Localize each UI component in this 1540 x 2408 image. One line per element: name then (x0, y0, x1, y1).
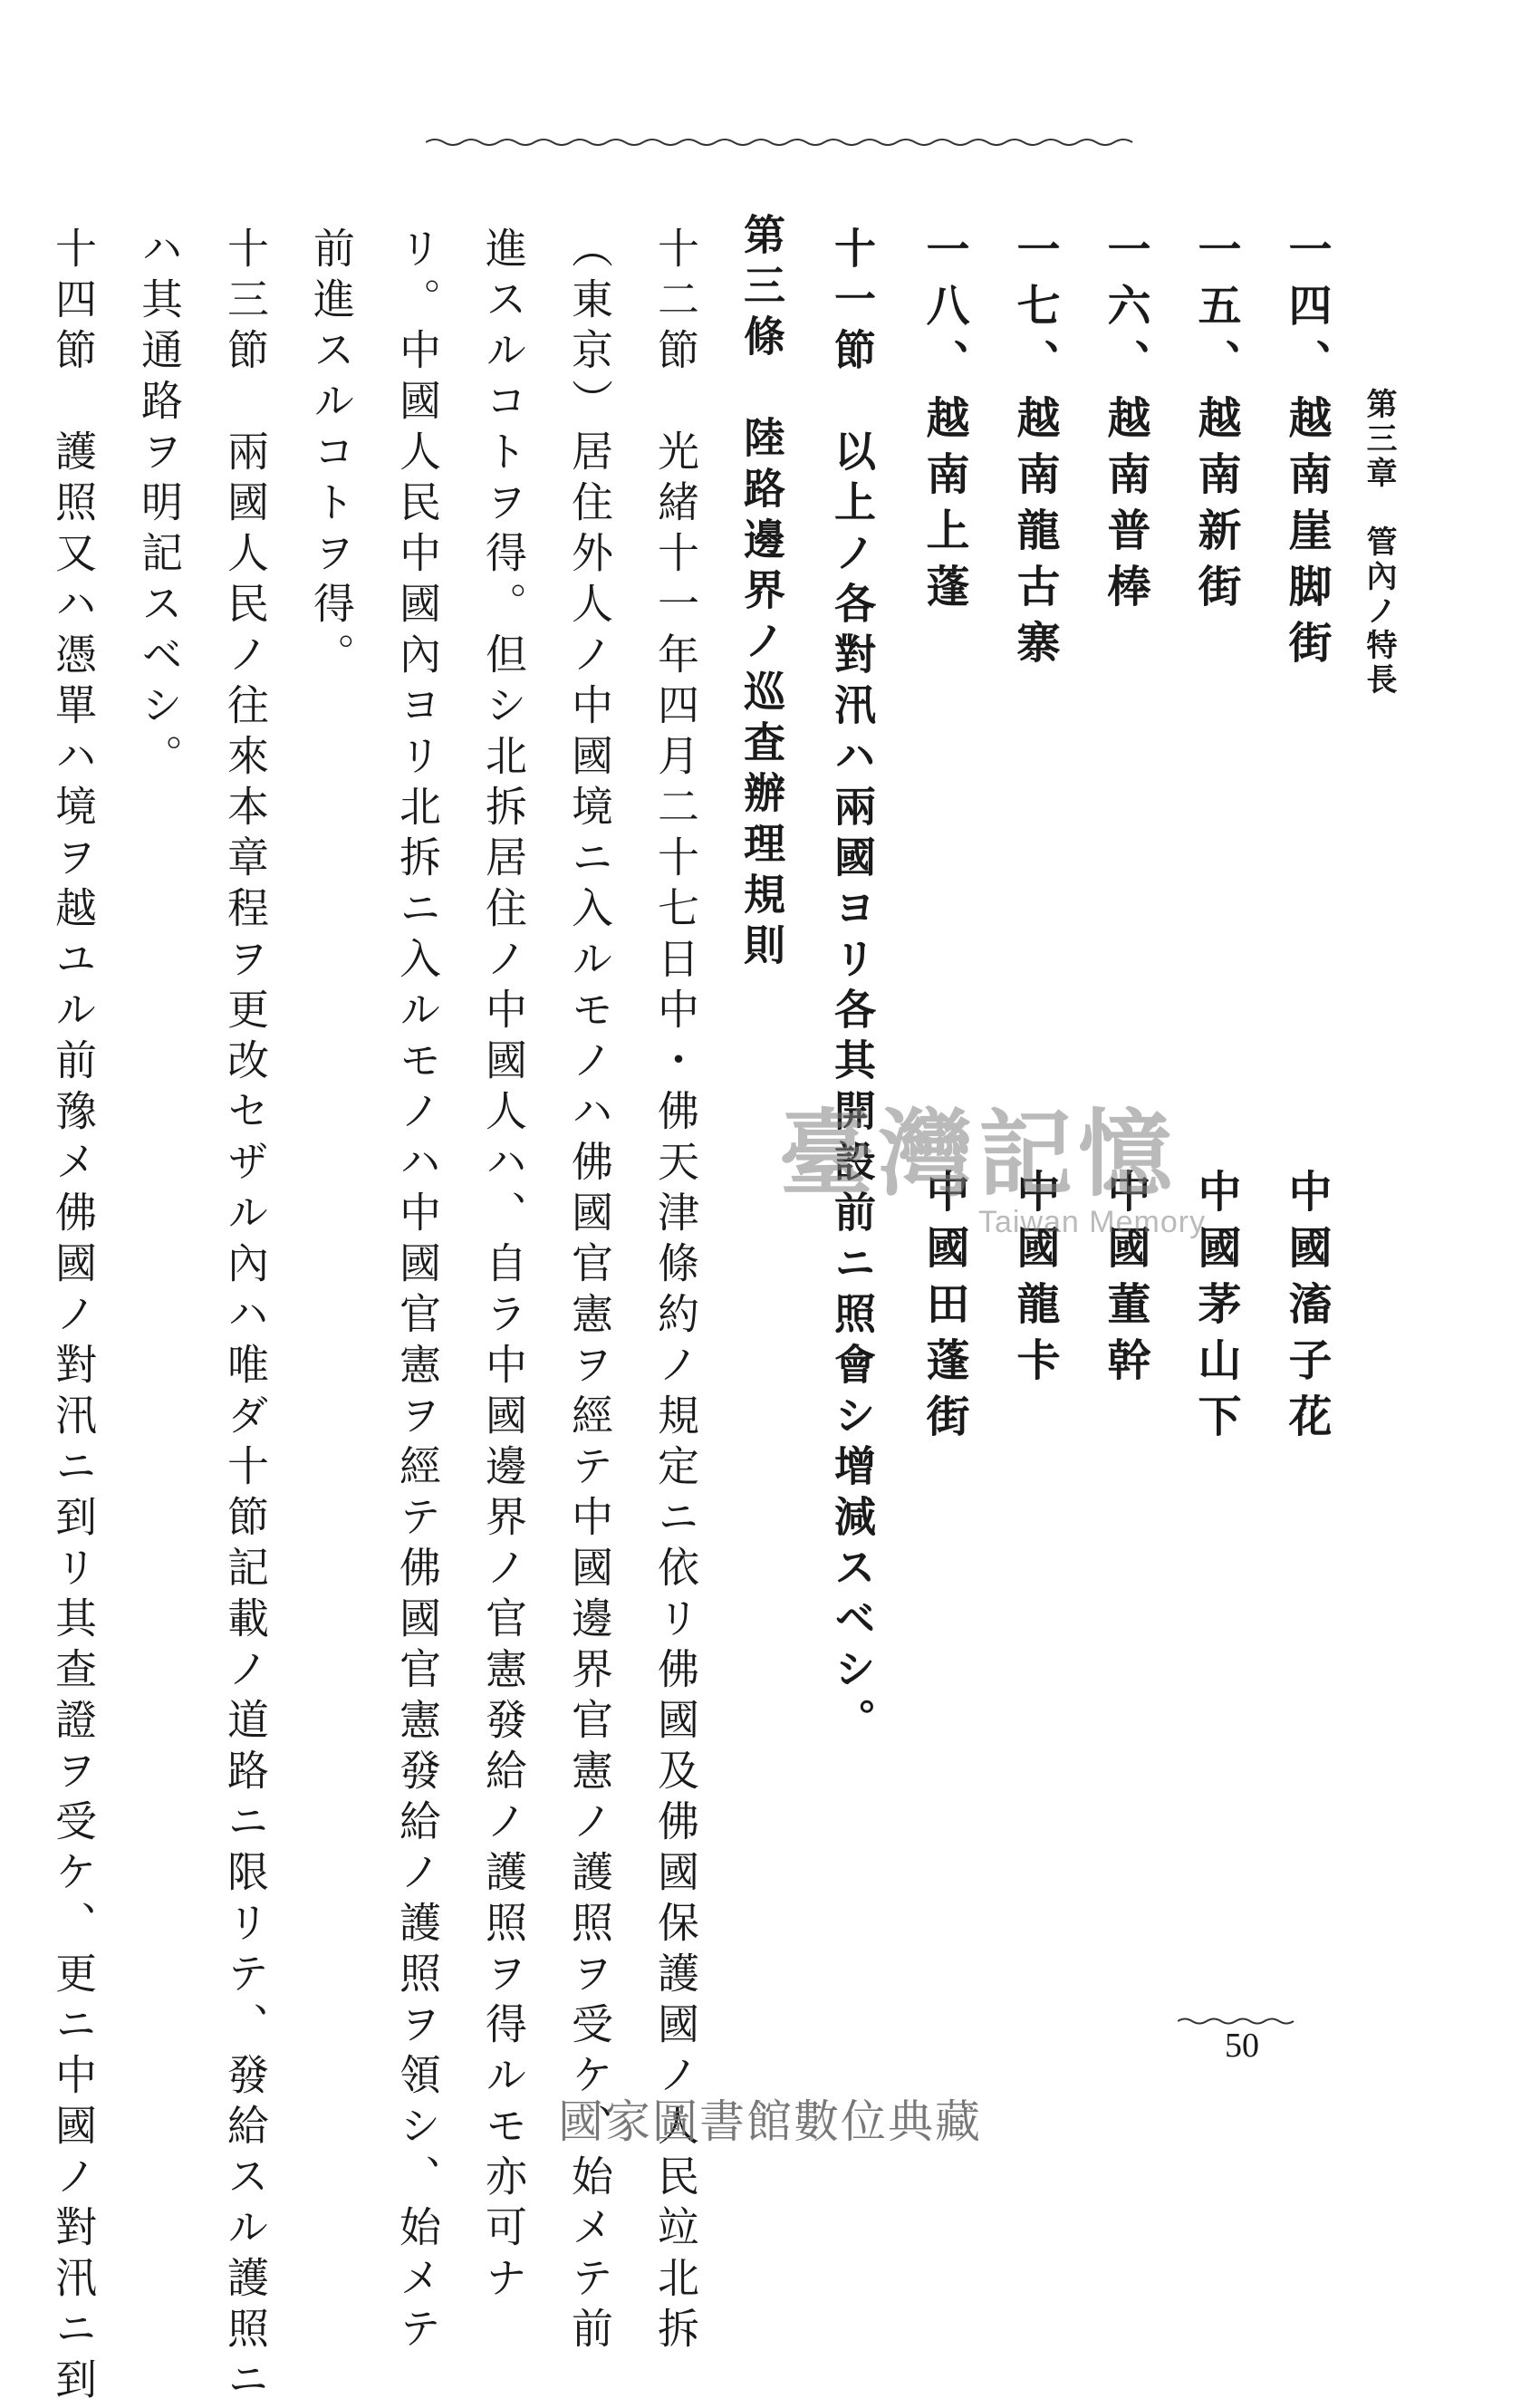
list-item-18: 一八、越南上蓬 (919, 226, 969, 620)
list-item-15: 一五、越南新街 (1190, 226, 1241, 620)
page-number: 50 (1225, 2027, 1259, 2065)
list-item-16-cn: 中國董幹 (1100, 1169, 1150, 1393)
list-item-17: 一七、越南龍古寨 (1009, 226, 1060, 676)
footer-archive-label: 國家圖書館數位典藏 (558, 2095, 982, 2148)
section-11: 十一節 以上ノ各對汛ハ兩國ヨリ各其開設前ニ照會シ增減スベシ。 (828, 226, 877, 1748)
list-item-15-cn: 中國茅山下 (1190, 1169, 1241, 1450)
article-3-title: 第三條 陸路邊界ノ巡査辦理規則 (737, 213, 786, 974)
section-12-line-2: （東京）居住外人ノ中國境ニ入ルモノハ佛國官憲ヲ經テ中國邊界官憲ノ護照ヲ受ケ、始メテ前 (565, 226, 614, 2357)
section-13-line-2: ハ其通路ヲ明記スベシ。 (135, 226, 184, 785)
section-12-line-5: 前進スルコトヲ得。 (307, 226, 356, 683)
list-item-14-cn: 中國滀子花 (1281, 1169, 1332, 1450)
section-14-line-1: 十四節 護照又ハ憑單ハ境ヲ越ユル前豫メ佛國ノ對汛ニ到リ其查證ヲ受ケ、更ニ中國ノ對汛ニ到 (49, 226, 98, 2408)
section-12-line-3: 進スルコトヲ得。但シ北拆居住ノ中國人ハ、自ラ中國邊界ノ官憲發給ノ護照ヲ得ルモ亦可ナ (479, 226, 528, 2307)
list-item-14: 一四、越南崖脚街 (1281, 226, 1332, 676)
watermark-english: Taiwan Memory (978, 1205, 1207, 1239)
list-item-16: 一六、越南普棒 (1100, 226, 1150, 620)
top-wavy-rule (426, 136, 1141, 149)
section-13-line-1: 十三節 兩國人民ノ往來本章程ヲ更改セザル內ハ唯ダ十節記載ノ道路ニ限リテ、發給スル護照ニ (221, 226, 270, 2408)
section-12-line-4: リ。中國人民中國內ヨリ北拆ニ入ルモノハ中國官憲ヲ經テ佛國官憲發給ノ護照ヲ領シ、始メテ (393, 226, 442, 2357)
chapter-header: 第三章 管內ノ特長 (1361, 388, 1397, 698)
section-12-line-1: 十二節 光緒十一年四月二十七日中・佛天津條約ノ規定ニ依リ佛國及佛國保護國ノ人民竝北拆 (651, 226, 700, 2357)
list-item-18-cn: 中國田蓬街 (919, 1169, 969, 1450)
watermark (779, 1078, 1206, 1240)
list-item-17-cn: 中國龍卡 (1009, 1169, 1060, 1393)
watermark-chinese: 臺灣記憶 (779, 1098, 1179, 1209)
